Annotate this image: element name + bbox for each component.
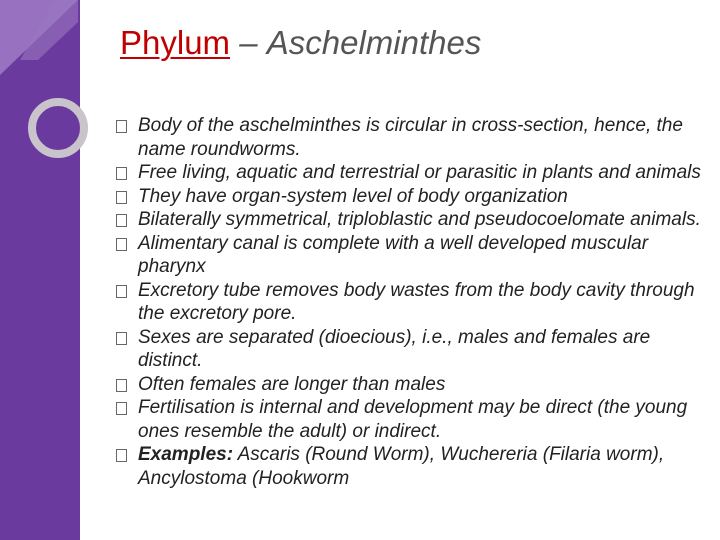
bullet-item — [114, 232, 704, 279]
bullet-text: Body of the aschelminthes is circular in cross-section, hence, the name roundworms. — [138, 115, 683, 160]
bullet-box-icon — [116, 191, 127, 204]
bullet-box-icon — [116, 449, 127, 462]
bullet-item — [114, 373, 704, 397]
bullet-text: Fertilisation is internal and development may be direct (the young ones resemble the adult) or indirect. — [138, 397, 688, 442]
bullet-text: Bilaterally symmetrical, triploblastic and pseudocoelomate animals. — [138, 209, 701, 230]
bullet-box-icon — [116, 379, 127, 392]
bullet-item — [114, 185, 704, 209]
bullet-item — [114, 279, 704, 326]
bullet-item — [114, 208, 704, 232]
bullet-box-icon — [116, 238, 127, 251]
bullet-item — [114, 161, 704, 185]
bullet-box-icon — [116, 402, 127, 415]
bullet-lead: Examples: — [138, 444, 234, 465]
title-name: Aschelminthes — [266, 24, 482, 61]
bullet-text: Often females are longer than males — [138, 373, 446, 395]
bullet-text: Alimentary canal is complete with a well developed muscular pharynx — [138, 232, 649, 277]
bullet-item — [114, 396, 704, 443]
bullet-box-icon — [116, 214, 127, 227]
bullet-item — [114, 114, 704, 161]
bullet-box-icon — [116, 285, 127, 298]
bullet-box-icon — [116, 332, 127, 345]
bullet-list — [114, 114, 704, 490]
slide-title — [120, 24, 481, 62]
bullet-item — [114, 443, 704, 490]
bullet-box-icon — [116, 167, 127, 180]
title-phylum: Phylum — [120, 24, 231, 61]
bullet-box-icon — [116, 120, 127, 133]
bullet-text: Excretory tube removes body wastes from the body cavity through the excretory pore. — [138, 279, 695, 324]
bullet-text: Ascaris (Round Worm), Wuchereria (Filaria worm), Ancylostoma (Hookworm — [138, 444, 665, 489]
bullet-item — [114, 326, 704, 373]
bullet-text: Free living, aquatic and terrestrial or parasitic in plants and animals — [138, 162, 701, 183]
bullet-text: Sexes are separated (dioecious), i.e., males and females are distinct. — [138, 326, 651, 371]
bullet-text: They have organ-system level of body organization — [138, 185, 568, 207]
title-dash: – — [239, 24, 258, 61]
